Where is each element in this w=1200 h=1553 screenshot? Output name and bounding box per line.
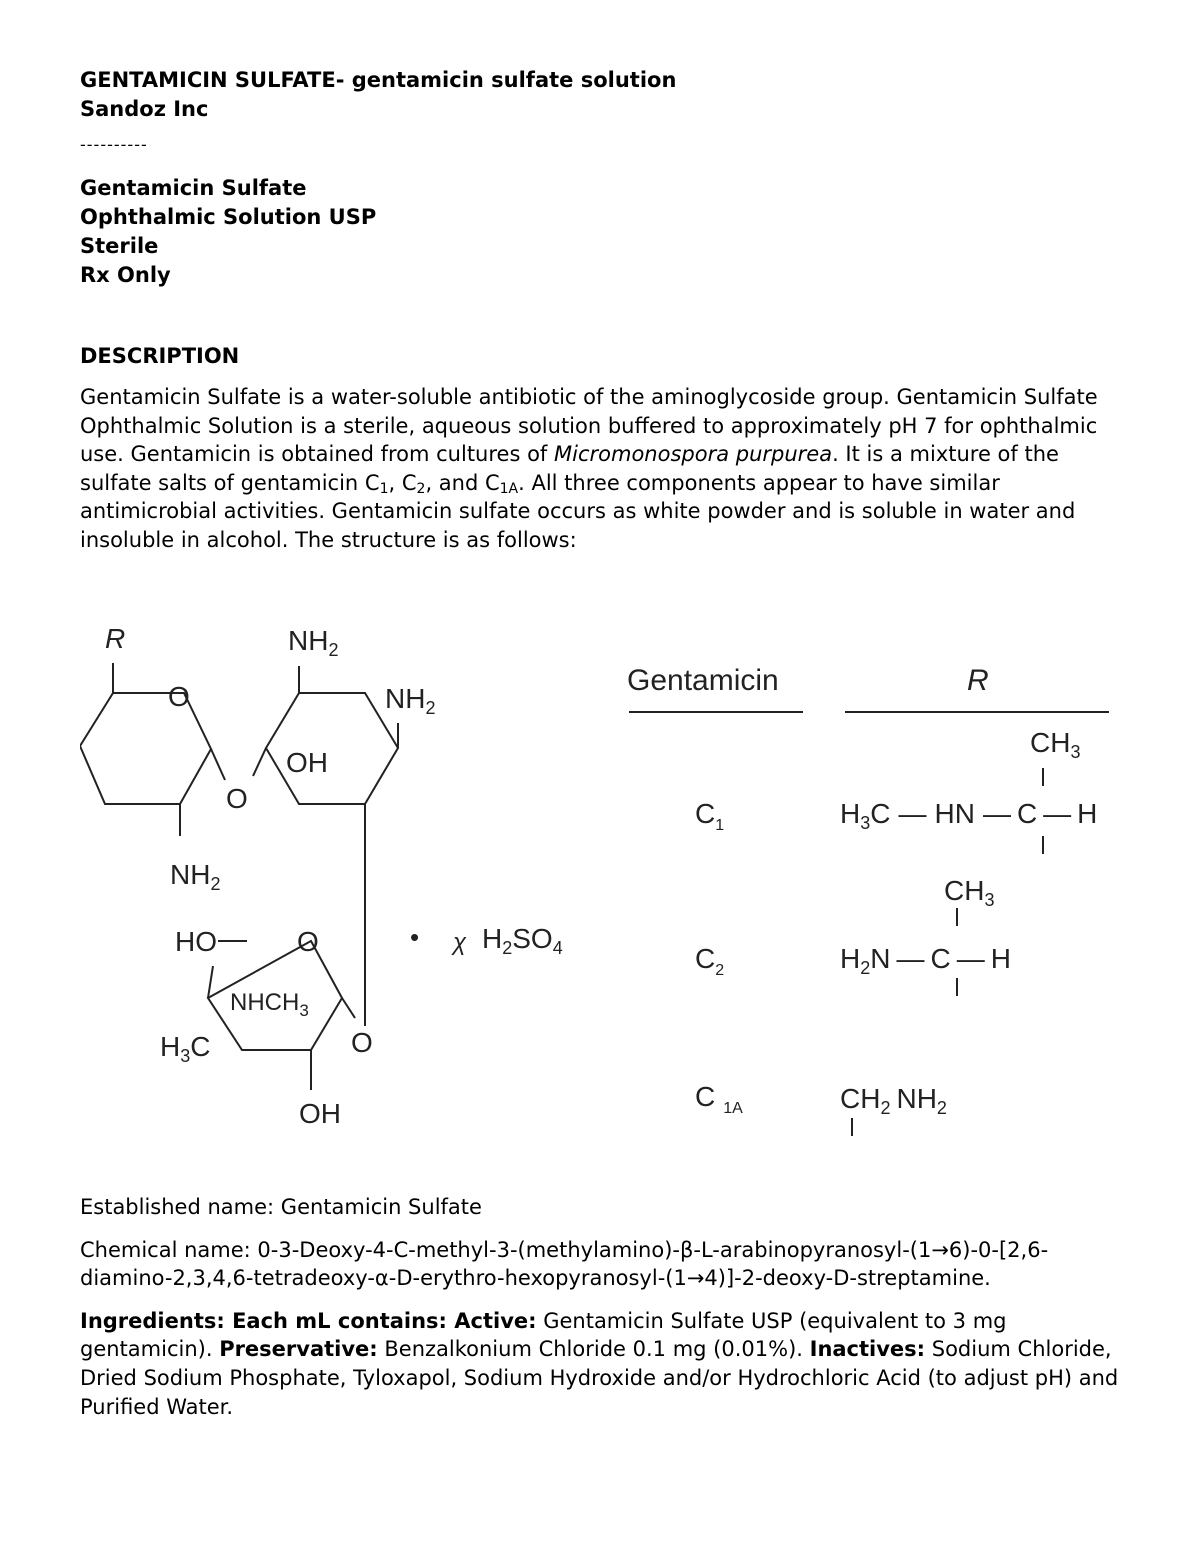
c1-dash-2: — [982, 798, 1011, 829]
structure-svg [80, 608, 1125, 1148]
nhch-text: NHCH [230, 989, 300, 1016]
salt-formula [482, 923, 563, 958]
c1-h3: H [840, 798, 861, 829]
ring-b-amine-top [288, 625, 338, 660]
c1-ch: CH [1030, 727, 1071, 758]
row-c1-label [695, 798, 724, 834]
desc-text-d: , and C [425, 470, 500, 495]
ring-c-hydroxyl-bottom: OH [299, 1098, 341, 1129]
desc-organism: Micromonospora purpurea [554, 442, 833, 467]
salt-so: SO [512, 923, 553, 954]
ingredients-paragraph [80, 1307, 1125, 1421]
c1-ch3 [1030, 727, 1080, 762]
nhch-sub: 3 [299, 1001, 309, 1020]
document-page [80, 66, 1125, 555]
ingredients-text-inactives: Sodium Chloride, Dried Sodium Phosphate, Tyloxapol, Sodium Hydroxide and/or Hydrochloric Acid (to adjust pH) and Purified Water. [80, 1337, 1119, 1419]
c2-h2: H [840, 943, 861, 974]
c1a-sub: 1A [723, 1100, 743, 1117]
c1a-ch: CH [840, 1083, 881, 1114]
h3c-h: H [160, 1031, 181, 1062]
nh-text-1: NH [288, 625, 329, 656]
product-rx: Rx Only [80, 263, 171, 287]
company-name: Sandoz Inc [80, 97, 209, 121]
ingredients-label-active: Ingredients: Each mL contains: Active: [80, 1308, 537, 1333]
r-label: R [105, 623, 126, 654]
row-c2-label [695, 943, 724, 979]
description-paragraph [80, 383, 1125, 555]
ring-a-amine [170, 859, 220, 894]
structure-labels [105, 623, 1097, 1129]
separator: ---------- [80, 135, 148, 154]
ring-c-methyl [160, 1031, 210, 1066]
h3c-c: C [190, 1031, 211, 1062]
c2-dash-1: — [896, 943, 925, 974]
ring-b-hydroxyl: OH [286, 747, 328, 778]
c2-sub: 2 [715, 962, 725, 979]
nh-text-3: NH [170, 859, 211, 890]
description-heading: DESCRIPTION [80, 344, 240, 368]
c1-c2: C [1016, 798, 1038, 829]
c1-dash-3: — [1043, 798, 1072, 829]
document-title: GENTAMICIN SULFATE- gentamicin sulfate solution [80, 68, 677, 92]
structure-figure [80, 608, 1125, 1148]
nh-text-2: NH [385, 683, 426, 714]
table-header-gentamicin: Gentamicin [627, 664, 779, 697]
c2-letter: C [695, 943, 716, 974]
c1-letter: C [695, 798, 716, 829]
ring-c-hydroxyl-left: HO [175, 926, 217, 957]
glycosidic-oxygen-2: O [351, 1027, 373, 1058]
salt-sub-2: 2 [502, 938, 513, 958]
c1-hn: HN [934, 798, 975, 829]
glycosidic-oxygen-1: O [226, 783, 248, 814]
c1-sub: 1 [715, 817, 725, 834]
product-name: Gentamicin Sulfate [80, 176, 307, 200]
h3c-sub: 3 [180, 1046, 191, 1066]
ring-c-methylamino [230, 989, 309, 1020]
c2-ch3 [944, 875, 994, 910]
salt-dot: • [410, 922, 420, 952]
c1-h3-sub: 3 [860, 813, 871, 833]
c2-ch-sub: 3 [984, 890, 995, 910]
nh-sub-1: 2 [328, 640, 339, 660]
c1a-letter: C [695, 1081, 716, 1112]
salt-sub-4: 4 [552, 938, 563, 958]
c1a-ch-sub: 2 [880, 1098, 891, 1118]
c2-c: C [930, 943, 951, 974]
ingredients-label-inactives: Inactives: [809, 1337, 926, 1362]
c2-n: N [870, 943, 891, 974]
table-header-r: R [967, 664, 989, 697]
c2-h2-sub: 2 [860, 958, 871, 978]
c1-c: C [870, 798, 891, 829]
desc-text-a: Gentamicin Sulfate is a water-soluble antibiotic of the aminoglycoside group. Gentamicin Sulfate Ophthalmic Solution is a sterile, aqueous solution buffered to approximately pH 7 for ophthalmic use. Gentamicin is obtained from cultures of [80, 385, 1098, 467]
desc-sub-2: 2 [416, 480, 426, 497]
desc-sub-1: 1 [379, 480, 389, 497]
details-section [80, 1193, 1125, 1435]
ingredients-text-preservative: Benzalkonium Chloride 0.1 mg (0.01%). [377, 1337, 810, 1362]
c1-dash-1: — [898, 798, 927, 829]
c1-ch-sub: 3 [1070, 742, 1081, 762]
chemical-name: Chemical name: 0-3-Deoxy-4-C-methyl-3-(methylamino)-β-L-arabinopyranosyl-(1→6)-0-[2,6-diamino-2,3,4,6-tetradeoxy-α-D-erythro-hexopyranosyl-(1→4)]-2-deoxy-D-streptamine. [80, 1237, 1049, 1291]
ingredients-text-active: Gentamicin Sulfate USP (equivalent to 3 mg gentamicin). [80, 1308, 1007, 1362]
product-sterile: Sterile [80, 234, 159, 258]
desc-text-b: . It is a mixture of the sulfate salts of gentamicin C [80, 442, 1059, 495]
nh-sub-2: 2 [425, 698, 436, 718]
nh-sub-3: 2 [210, 874, 221, 894]
desc-text-c: , C [388, 470, 417, 495]
ring-a-oxygen: O [168, 681, 190, 712]
salt-h: H [482, 923, 503, 954]
product-form: Ophthalmic Solution USP [80, 205, 377, 229]
established-name: Established name: Gentamicin Sulfate [80, 1195, 482, 1219]
row-c1a-label [695, 1081, 743, 1117]
desc-text-e: . All three components appear to have similar antimicrobial activities. Gentamicin sulfate occurs as white powder and is soluble in water and insoluble in alcohol. The structure is as follows: [80, 470, 1076, 552]
salt-x: χ [453, 929, 467, 956]
c1-h: H [1077, 798, 1098, 829]
c1-group [840, 798, 1097, 833]
c1a-nh: NH [896, 1083, 937, 1114]
c2-dash-2: — [956, 943, 985, 974]
desc-sub-1a: 1A [499, 480, 519, 497]
c2-ch: CH [944, 875, 985, 906]
ingredients-label-preservative: Preservative: [219, 1337, 378, 1362]
c1a-nh-sub: 2 [936, 1098, 947, 1118]
c2-h: H [990, 943, 1011, 974]
c1a-group [840, 1083, 947, 1118]
c2-group [840, 943, 1011, 978]
ring-b-amine-right [385, 683, 435, 718]
ring-c-oxygen: O [297, 926, 319, 957]
